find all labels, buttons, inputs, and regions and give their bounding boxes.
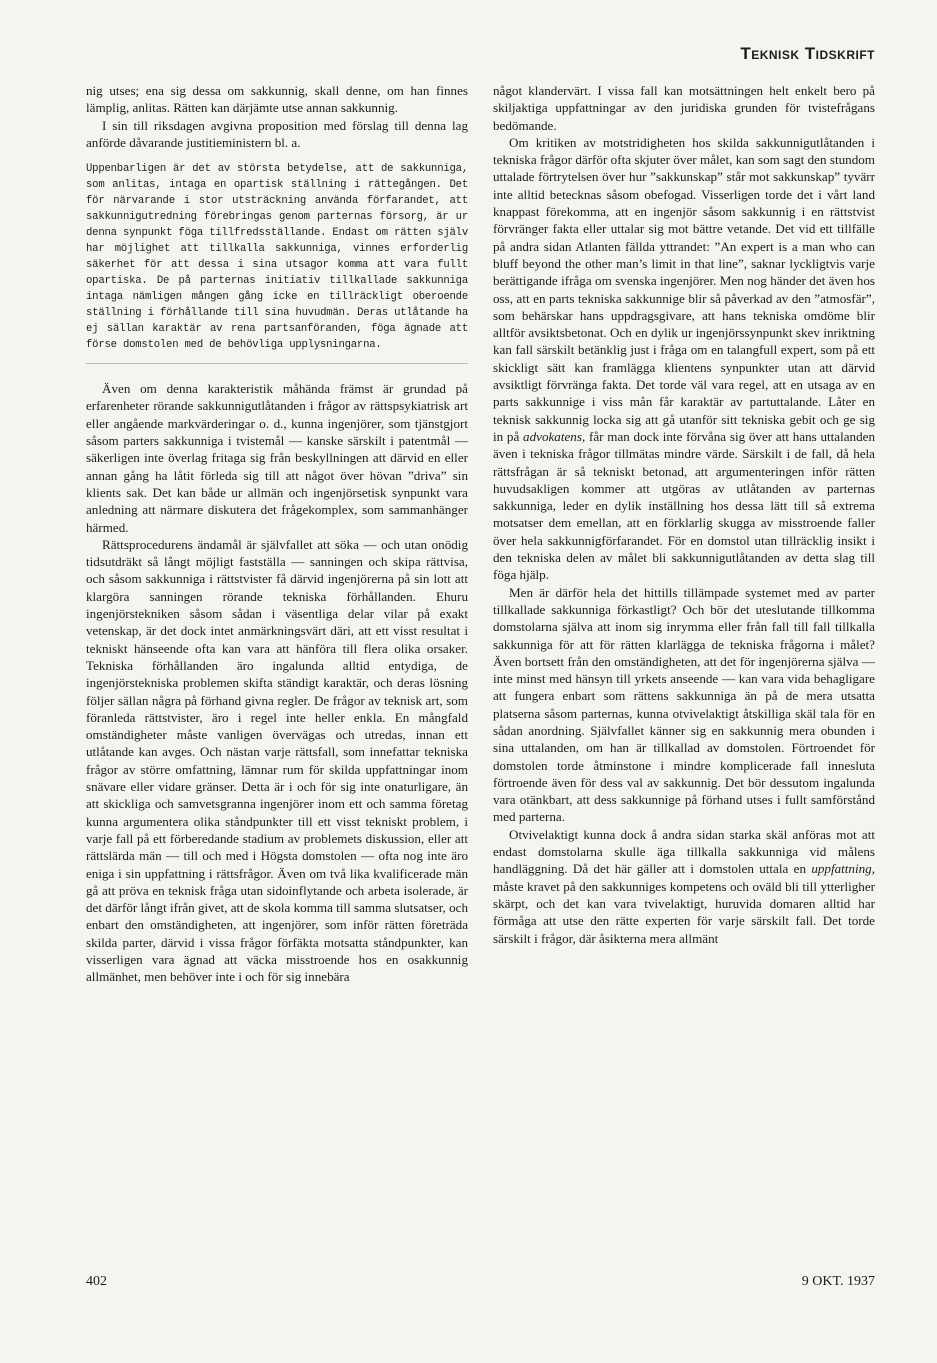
paragraph: Även om denna karakteristik måhända främst är grundad på erfarenheter rörande sakkunnigutlåtanden i frågor av rättspsykiatrisk art eller angående markvärderingar o. d., kunna ingenjörer, som tjänstgjort såsom parters sakkunniga i tvistemål — kanske särskilt i patentmål — säkerligen inte överlag fritaga sig från beskyllningen att därvid en eller annan gång ha låtit förleda sig till att något över hövan ”driva” sin klients sak. Det kan både ur allmän och ingenjörsetisk synpunkt vara anledning att närmare diskutera det frågekomplex, som sammanhänger härmed. (86, 381, 468, 535)
emphasis: advokatens, (523, 428, 586, 444)
right-column (493, 82, 875, 947)
emphasis: uppfattning, (811, 861, 875, 877)
paragraph: Rättsprocedurens ändamål är självfallet att söka — och utan onödig tidsutdräkt så långt möjligt fastställa — sanningen och skipa rättvisa, och såsom sakkunniga i rättstvister få därvid ingenjörerna på sin lott att klargöra sanningen rörande tekniska förhållanden. Ehuru ingenjörstekniken såsom sådan i väsentliga delar vilar på exakt vetenskap, är det dock intet anmärkningsvärt däri, att ett visst resultat i tekniskt hänseende ofta kan vara att hänföra till flera olika orsaker. Tekniska förhållanden äro ingalunda alltid entydiga, de ingenjörstekniska problemen skifta ständigt karaktär, och deras lösning följer sällan några på förhand givna regler. De frågor av teknisk art, som föranleda rättstvister, äro i regel inte heller enkla. En mångfald omständigheter måste vanligen övervägas och utredas, innan ett utlåtande kan avges. Och nästan varje rättsfall, som innefattar tekniska frågor av större omfattning, lämnar rum för skilda uppfattningar inom snävare eller vidare gränser. Detta är i och för sig inte onaturligare, än att skickliga och samvetsgranna ingenjörer inom ett och samma företag kunna argumentera olika ståndpunkter till ett visst tekniskt problem, i varje fall på ett förberedande stadium av problemets diskussion, eller att rättslärda män — till och med i Högsta domstolen — ofta nog inte äro eniga i sin uppfattning i rättsfrågor. Även om två lika kvalificerade män gå att pröva en teknisk fråga utan sidoinflytande och arbeta isolerade, är det därför långt ifrån givet, att de skola komma till samma slutsatser, och enbart den omständigheten, att ingenjörer, som inför rätten företräda skilda parter, därvid i vissa frågor förfäkta motsatta ståndpunkter, kan visserligen vara ägnad att väcka misstroende hos en osakkunnig allmänhet, men behöver inte i och för sig innebära (86, 536, 469, 985)
text-run: måste kravet på den sakkunniges kompetens och oväld bli till ytterligher skärpt, och det kan vara tvivelaktigt, huruvida domaren alltid har förmåga att utse den rätte experten för varje särskilt fall. Det torde särskilt i frågor, där åsikterna mera allmänt (493, 878, 875, 946)
journal-title: Teknisk Tidskrift (740, 44, 875, 63)
text-run: Otvivelaktigt kunna dock å andra sidan starka skäl anföras mot att endast domstolarna skulle äga tillkalla sakkunniga vid målens handläggning. Då det här gäller att i domstolen uttala en (493, 826, 875, 877)
page-number: 402 (86, 1274, 107, 1289)
paragraph: något klandervärt. I vissa fall kan motsättningen helt enkelt bero på skiljaktiga uppfattningar av den juridiska grunden för tvistefrågans bedömande. (493, 83, 875, 133)
text-run: Om kritiken av motstridigheten hos skilda sakkunnigutlåtanden i tekniska frågor därför ofta skjuter över målet, kan som sagt den stundom uttalade förtrytelsen över hur ”sakkunskap” står mot sakkunskap” tyvärr inte alltid betecknas såsom obefogad. Visserligen torde det i vårt land knappast förekomma, att en ingenjör såsom sakkunnig i en rättstvist förvränger fakta eller uttalar sig mot bättre vetande. Det vid ett tillfälle på andra sidan Atlanten fällda yttrandet: ”An expert is a man who can bluff beyond the other man’s limit in that line”, saknar lyckligtvis varje berättigande ifråga om svenska ingenjörer. Men nog händer det även hos oss, att en parts tekniska sakkunnige blir så påverkad av den ”atmosfär”, som behärskar hans uppdragsgivare, att hans tekniska omdöme blir alltför avsiktsbetonat. Och en dylik ur ingenjörssynpunkt skev inriktning kan fall särskilt betänklig just i fråga om en talangfull expert, som på ett skickligt sätt kan framlägga klientens synpunkter utan att därvid avsiktligt förvränga fakta. Det torde väl vara regel, att en utsaga av en parts sakkunnige i viss mån får karaktär av partuttalande. Låter en teknisk sakkunnig locka sig att gå utanför sitt tekniska gebit och ge sig in på (493, 134, 875, 444)
paragraph: Men är därför hela det hittills tillämpade systemet med av parter tillkallade sakkunniga förkastligt? Och bör det uteslutande tillkomma domstolarna själva att inom sig inrymma eller från fall till fall tillkalla sakkunniga för att för rätten klarlägga de tekniska frågorna i målet? Även bortsett från den omständigheten, att det för ingenjörerna själva — inte minst med hänsyn till yrkets anseende — kan vara vida behagligare att fungera enbart som rättens sakkunniga än på de mera utsatta platserna såsom parternas, kunna otvivelaktigt åtskilliga skäl tala för en sådan anordning. Självfallet känner sig en sakkunnig mera obunden i sina uttalanden, om han är tillkallad av domstolen. Förtroendet för domstolen torde åtminstone i mindre komplicerade fall innesluta förtroende även för dess val av sakkunnig. Det bör dessutom ingalunda vara otänkbart, att dess sakkunnige på förhand utses i fullt samförstånd med parterna. (493, 584, 875, 825)
paragraph: I sin till riksdagen avgivna proposition med förslag till denna lag anförde dåvarande justitieministern bl. a. (86, 117, 468, 150)
issue-date: 9 OKT. 1937 (801, 1274, 875, 1289)
left-column (86, 82, 468, 986)
text-run: får man dock inte förvåna sig över att hans uttalanden även i tekniska frågor tillmätas mindre värde. Särskilt i de fall, då hela rättsfrågan är så tekniskt betonad, att argumenteringen inför rätten huvudsakligen kommer att utgöras av utlåtanden av parternas sakkunniga, leder en dylik inställning hos dessa lätt till så extrema motsatser dem emellan, att en förklarlig skugga av misstroende faller över hela sakkunnigförfarandet. För en domstol utan tillräcklig insikt i den tekniska delen av målet bli sakkunnigutlåtanden av detta slag till föga hjälp. (493, 428, 875, 583)
paragraph (493, 826, 875, 947)
paragraph: nig utses; ena sig dessa om sakkunnig, skall denne, om han finnes lämplig, anlitas. Rätten kan därjämte utse annan sakkunnig. (86, 83, 468, 116)
paragraph (493, 134, 875, 584)
section-divider (86, 363, 468, 364)
quotation-block: Uppenbarligen är det av största betydelse, att de sakkunniga, som anlitas, intaga en opartisk ställning i rättegången. Det för närvarande i stor utsträckning använda förfarandet, att sakkunnigutredning förebringas genom parternas försorg, är ur denna synpunkt föga tillfredsställande. Endast om rätten själv har möjlighet att tillkalla sakkunniga, vinnes erforderlig säkerhet för att dessa i sina utsagor komma att vara fullt opartiska. De på parternas initiativ tillkallade sakkunniga intaga nämligen mången gång icke en tillräckligt oberoende ställning i förhållande till sina huvudmän. Deras utlåtande ha ej sällan karaktär av rena partsanföranden, föga ägnade att förse domstolen med de behövliga upplysningarna. (86, 163, 468, 352)
